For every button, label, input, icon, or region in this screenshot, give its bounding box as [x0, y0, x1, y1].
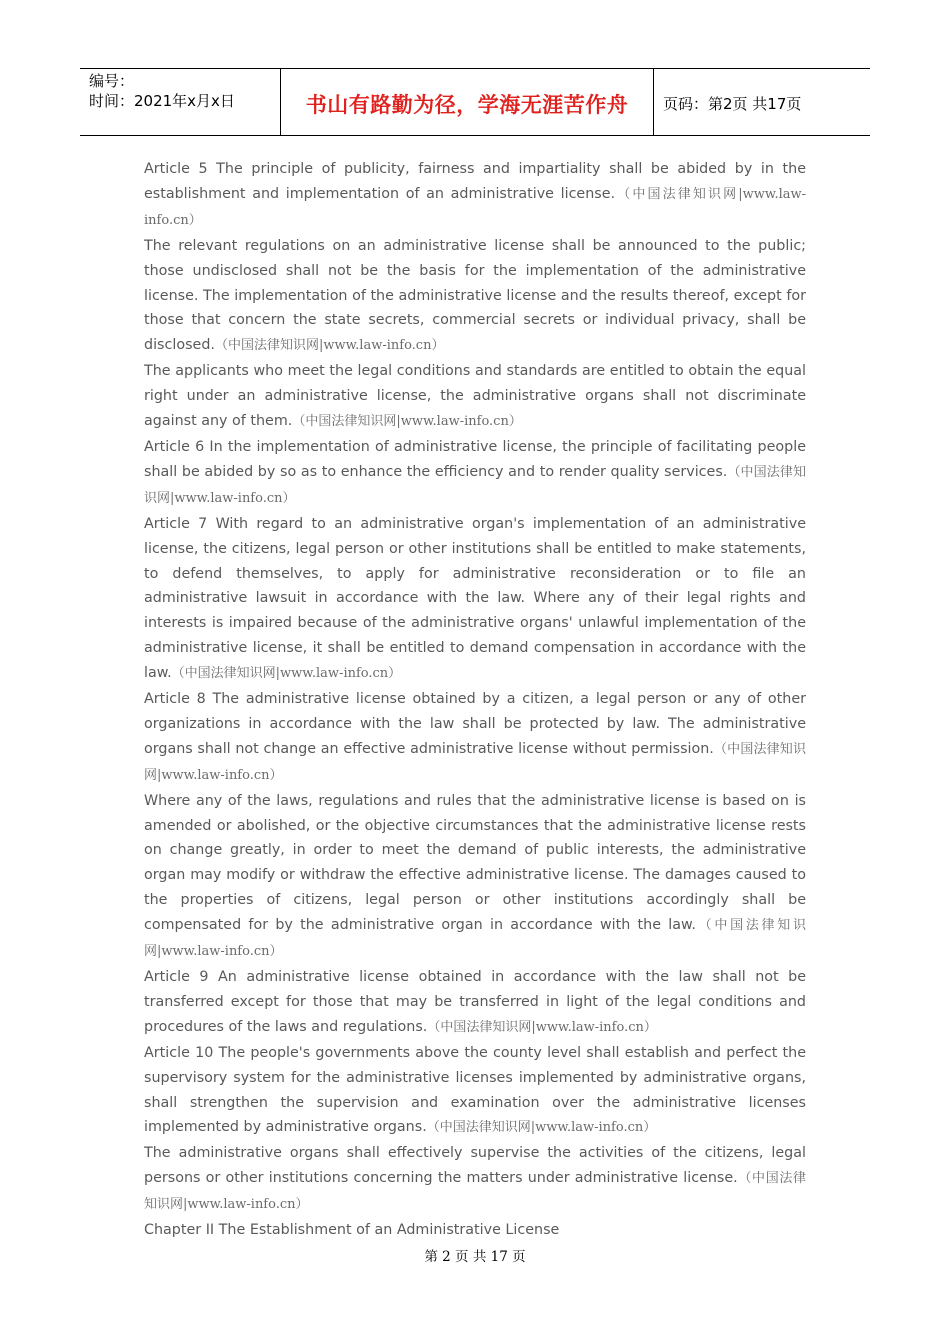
paragraph: The relevant regulations on an administrative license shall be announced to the public; those undisclosed shall not be the basis for the implementation of the administrative license. The implementation of the administrative license and the results thereof, except for those that concern the state secrets, commercial secrets or individual privacy, shall be disclosed.（中国法律知识网|www.law-info.cn）	[144, 237, 806, 354]
source-note: （中国法律知识网|www.law-info.cn）	[292, 414, 522, 430]
source-note: （中国法律知识网|www.law-info.cn）	[144, 918, 806, 960]
paragraph: Article 6 In the implementation of administrative license, the principle of facilitating people shall be abided by so as to enhance the efficiency and to render quality services.（中国法律知识网|www.law-info.cn）	[144, 438, 806, 506]
chapter-heading: Chapter II The Establishment of an Administrative License	[144, 1222, 560, 1239]
source-note: （中国法律知识网|www.law-info.cn）	[144, 186, 807, 228]
paragraph: The administrative organs shall effectively supervise the activities of the citizens, legal persons or other institutions concerning the matters under administrative license.（中国法律知识网|www.law-info.cn）	[144, 1145, 806, 1213]
code-label: 编号：	[89, 72, 135, 90]
paragraph: Article 8 The administrative license obtained by a citizen, a legal person or any of other organizations in accordance with the law shall be protected by law. The administrative organs shall not change an effective administrative license without permission.（中国法律知识网|www.law-info.cn）	[144, 691, 806, 783]
source-note: （中国法律知识网|www.law-info.cn）	[171, 666, 402, 682]
paragraph: Article 10 The people's governments above the county level shall establish and perfect the supervisory system for the administrative licenses implemented by administrative organs, shall strengthen the supervision and examination over the administrative licenses implemented by administrative organs.（中国法律知识网|www.law-info.cn）	[144, 1044, 806, 1136]
paragraph: Where any of the laws, regulations and rules that the administrative license is based on is amended or abolished, or the objective circumstances that the administrative license rests on change greatly, in order to meet the demand of public interests, the administrative organ may modify or withdraw the effective administrative license. The damages caused to the properties of citizens, legal person or other institutions accordingly shall be compensated for by the administrative organ in accordance with the law.（中国法律知识网|www.law-info.cn）	[144, 792, 806, 960]
header-meta	[80, 69, 281, 135]
paragraph: The applicants who meet the legal conditions and standards are entitled to obtain the equal right under an administrative license, the administrative organs shall not discriminate against any of them.（中国法律知识网|www.law-info.cn）	[144, 363, 806, 430]
source-note: （中国法律知识网|www.law-info.cn）	[144, 741, 806, 783]
source-note: （中国法律知识网|www.law-info.cn）	[144, 1171, 806, 1213]
time-label: 时间：2021年x月x日	[89, 92, 235, 110]
source-note: （中国法律知识网|www.law-info.cn）	[214, 338, 445, 354]
source-note: （中国法律知识网|www.law-info.cn）	[426, 1120, 657, 1136]
header-page-cell	[654, 69, 870, 135]
page-label: 页码：第2页 共17页	[663, 94, 802, 113]
paragraph: Article 7 With regard to an administrative organ's implementation of an administrative license, the citizens, legal person or other institutions shall be entitled to make statements, to defend themselves, to apply for administrative reconsideration or to file an administrative lawsuit in accordance with the law. Where any of their legal rights and interests is impaired because of the administrative organs' unlawful implementation of the administrative license, it shall be entitled to demand compensation in accordance with the law.（中国法律知识网|www.law-info.cn）	[144, 515, 806, 682]
page-header	[80, 68, 870, 136]
motto-text: 书山有路勤为径，学海无涯苦作舟	[305, 92, 629, 117]
source-note: （中国法律知识网|www.law-info.cn）	[144, 464, 806, 506]
paragraph: Article 9 An administrative license obtained in accordance with the law shall not be transferred except for those that may be transferred in light of the legal conditions and procedures of the laws and regulations.（中国法律知识网|www.law-info.cn）	[144, 969, 806, 1035]
page-footer: 第 2 页 共 17 页	[424, 1249, 526, 1265]
document-body	[144, 157, 806, 1243]
source-note: （中国法律知识网|www.law-info.cn）	[427, 1019, 657, 1035]
header-motto-cell	[281, 69, 654, 135]
paragraph: Article 5 The principle of publicity, fairness and impartiality shall be abided by in the establishment and implementation of an administrative license.（中国法律知识网|www.law-info.cn）	[144, 161, 807, 228]
